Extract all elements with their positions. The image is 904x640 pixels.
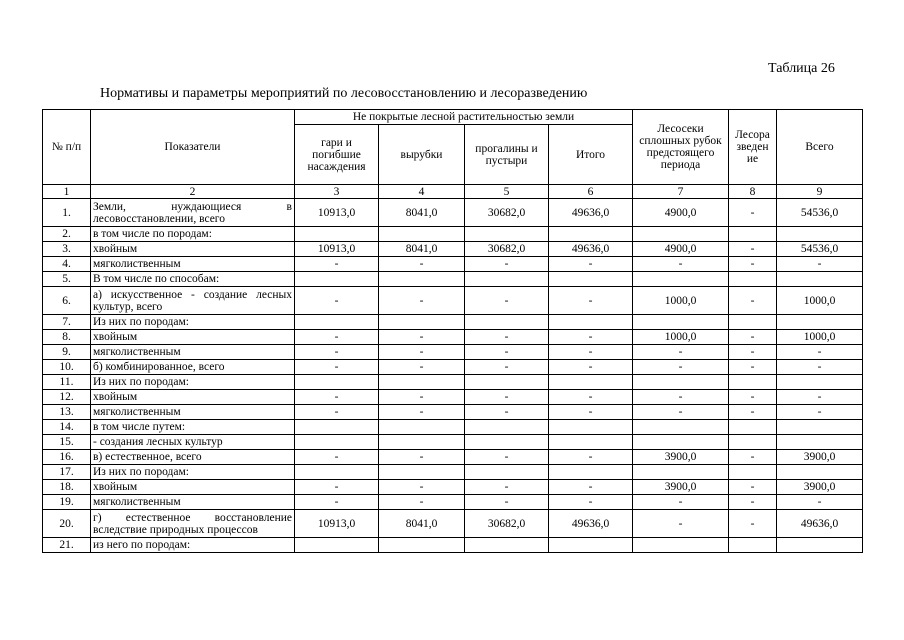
value-cell: [295, 538, 379, 553]
table-row: [43, 390, 863, 405]
value-cell: -: [777, 257, 863, 272]
value-cell: 1000,0: [777, 330, 863, 345]
value-cell: -: [549, 405, 633, 420]
value-cell: 49636,0: [549, 199, 633, 227]
indicator-cell: в том числе путем:: [91, 420, 295, 435]
indicator-cell: б) комбинированное, всего: [91, 360, 295, 375]
value-cell: 8041,0: [379, 199, 465, 227]
value-cell: [777, 227, 863, 242]
value-cell: [379, 272, 465, 287]
value-cell: 49636,0: [777, 510, 863, 538]
value-cell: -: [549, 450, 633, 465]
table-row: [43, 375, 863, 390]
row-number-cell: 8.: [43, 330, 91, 345]
value-cell: 10913,0: [295, 242, 379, 257]
row-number-cell: 21.: [43, 538, 91, 553]
column-number: 9: [777, 185, 863, 199]
value-cell: -: [777, 495, 863, 510]
indicator-cell: Из них по породам:: [91, 465, 295, 480]
value-cell: [549, 538, 633, 553]
value-cell: [465, 227, 549, 242]
value-cell: -: [379, 495, 465, 510]
table-row: [43, 242, 863, 257]
indicator-cell: мягколиственным: [91, 345, 295, 360]
table-row: [43, 345, 863, 360]
value-cell: -: [549, 480, 633, 495]
value-cell: [777, 315, 863, 330]
value-cell: [295, 420, 379, 435]
value-cell: [633, 375, 729, 390]
value-cell: -: [549, 360, 633, 375]
row-number-cell: 19.: [43, 495, 91, 510]
indicator-cell: - создания лесных культур: [91, 435, 295, 450]
value-cell: 3900,0: [777, 480, 863, 495]
value-cell: -: [379, 345, 465, 360]
value-cell: -: [379, 450, 465, 465]
value-cell: 30682,0: [465, 242, 549, 257]
value-cell: -: [777, 360, 863, 375]
value-cell: [729, 538, 777, 553]
table-row: [43, 435, 863, 450]
value-cell: -: [295, 257, 379, 272]
header-clearcut: Лесосеки сплошных рубок предстоящего периода: [633, 110, 729, 185]
value-cell: [465, 435, 549, 450]
row-number-cell: 7.: [43, 315, 91, 330]
header-glades: прогалины и пустыри: [465, 125, 549, 185]
value-cell: [379, 227, 465, 242]
value-cell: -: [465, 287, 549, 315]
value-cell: [295, 435, 379, 450]
value-cell: -: [729, 390, 777, 405]
indicator-cell: Из них по породам:: [91, 375, 295, 390]
column-number: 7: [633, 185, 729, 199]
value-cell: -: [633, 360, 729, 375]
reforestation-table: [42, 109, 863, 553]
value-cell: [549, 227, 633, 242]
value-cell: [379, 420, 465, 435]
row-number-cell: 5.: [43, 272, 91, 287]
row-number-cell: 15.: [43, 435, 91, 450]
value-cell: 1000,0: [777, 287, 863, 315]
value-cell: -: [729, 257, 777, 272]
value-cell: [729, 465, 777, 480]
value-cell: -: [777, 390, 863, 405]
value-cell: [777, 375, 863, 390]
value-cell: [777, 420, 863, 435]
value-cell: [379, 538, 465, 553]
indicator-cell: г) естественное восстановление вследствие природных процессов: [91, 510, 295, 538]
value-cell: [633, 435, 729, 450]
header-subtotal: Итого: [549, 125, 633, 185]
value-cell: [777, 272, 863, 287]
indicator-cell: из него по породам:: [91, 538, 295, 553]
value-cell: [379, 465, 465, 480]
row-number-cell: 10.: [43, 360, 91, 375]
table-row: [43, 465, 863, 480]
row-number-cell: 16.: [43, 450, 91, 465]
value-cell: [633, 227, 729, 242]
value-cell: -: [777, 345, 863, 360]
value-cell: 10913,0: [295, 199, 379, 227]
row-number-cell: 4.: [43, 257, 91, 272]
value-cell: -: [379, 257, 465, 272]
value-cell: -: [729, 199, 777, 227]
value-cell: [729, 227, 777, 242]
value-cell: 4900,0: [633, 199, 729, 227]
value-cell: 4900,0: [633, 242, 729, 257]
column-number: 8: [729, 185, 777, 199]
table-row: [43, 450, 863, 465]
table-row: [43, 257, 863, 272]
value-cell: 10913,0: [295, 510, 379, 538]
row-number-cell: 1.: [43, 199, 91, 227]
indicator-cell: хвойным: [91, 330, 295, 345]
value-cell: [465, 315, 549, 330]
column-number: 6: [549, 185, 633, 199]
value-cell: [295, 227, 379, 242]
table-row: [43, 480, 863, 495]
value-cell: [549, 315, 633, 330]
value-cell: [549, 465, 633, 480]
value-cell: -: [379, 360, 465, 375]
value-cell: [729, 420, 777, 435]
value-cell: [465, 465, 549, 480]
row-number-cell: 11.: [43, 375, 91, 390]
value-cell: [729, 272, 777, 287]
value-cell: -: [295, 287, 379, 315]
value-cell: [777, 435, 863, 450]
table-row: [43, 227, 863, 242]
value-cell: -: [633, 405, 729, 420]
header-afforestation: Лесора зведен ие: [729, 110, 777, 185]
value-cell: [465, 420, 549, 435]
value-cell: -: [633, 495, 729, 510]
value-cell: -: [295, 450, 379, 465]
value-cell: -: [549, 345, 633, 360]
row-number-cell: 17.: [43, 465, 91, 480]
table-body: [43, 199, 863, 553]
value-cell: [777, 538, 863, 553]
value-cell: 8041,0: [379, 510, 465, 538]
value-cell: [379, 435, 465, 450]
value-cell: -: [729, 360, 777, 375]
value-cell: 30682,0: [465, 510, 549, 538]
table-row: [43, 360, 863, 375]
value-cell: -: [549, 257, 633, 272]
value-cell: [633, 538, 729, 553]
value-cell: -: [379, 480, 465, 495]
header-uncovered-lands: Не покрытые лесной растительностью земли: [295, 110, 633, 125]
value-cell: -: [777, 405, 863, 420]
value-cell: [729, 375, 777, 390]
value-cell: -: [633, 257, 729, 272]
value-cell: [633, 272, 729, 287]
value-cell: -: [379, 330, 465, 345]
value-cell: -: [465, 390, 549, 405]
value-cell: 3900,0: [633, 480, 729, 495]
value-cell: -: [295, 405, 379, 420]
value-cell: -: [465, 405, 549, 420]
value-cell: -: [465, 257, 549, 272]
row-number-cell: 6.: [43, 287, 91, 315]
value-cell: -: [549, 287, 633, 315]
indicator-cell: Земли, нуждающиеся в лесовосстановлении, всего: [91, 199, 295, 227]
header-indicator: Показатели: [91, 110, 295, 185]
column-number: 2: [91, 185, 295, 199]
header-cutting: вырубки: [379, 125, 465, 185]
table-row: [43, 495, 863, 510]
value-cell: -: [465, 450, 549, 465]
column-number: 1: [43, 185, 91, 199]
indicator-cell: в) естественное, всего: [91, 450, 295, 465]
value-cell: [465, 538, 549, 553]
value-cell: [549, 435, 633, 450]
table-header: [43, 110, 863, 199]
value-cell: -: [465, 330, 549, 345]
value-cell: [295, 315, 379, 330]
value-cell: [633, 420, 729, 435]
value-cell: 30682,0: [465, 199, 549, 227]
row-number-cell: 13.: [43, 405, 91, 420]
value-cell: -: [295, 480, 379, 495]
indicator-cell: Из них по породам:: [91, 315, 295, 330]
value-cell: [633, 465, 729, 480]
value-cell: -: [633, 510, 729, 538]
value-cell: 3900,0: [633, 450, 729, 465]
value-cell: 49636,0: [549, 510, 633, 538]
value-cell: -: [549, 390, 633, 405]
value-cell: 49636,0: [549, 242, 633, 257]
value-cell: -: [295, 495, 379, 510]
value-cell: -: [729, 450, 777, 465]
document-title: Нормативы и параметры мероприятий по лесовосстановлению и лесоразведению: [100, 86, 588, 101]
value-cell: [549, 420, 633, 435]
value-cell: -: [295, 345, 379, 360]
value-cell: [379, 375, 465, 390]
indicator-cell: мягколиственным: [91, 495, 295, 510]
indicator-cell: а) искусственное - создание лесных культур, всего: [91, 287, 295, 315]
table-row: [43, 330, 863, 345]
indicator-cell: хвойным: [91, 390, 295, 405]
value-cell: -: [729, 405, 777, 420]
column-number-row: [43, 185, 863, 199]
header-no: № п/п: [43, 110, 91, 185]
row-number-cell: 3.: [43, 242, 91, 257]
table-row: [43, 199, 863, 227]
value-cell: -: [465, 345, 549, 360]
table-row: [43, 510, 863, 538]
indicator-cell: В том числе по способам:: [91, 272, 295, 287]
table-row: [43, 272, 863, 287]
value-cell: [633, 315, 729, 330]
column-number: 4: [379, 185, 465, 199]
value-cell: 54536,0: [777, 242, 863, 257]
value-cell: -: [295, 330, 379, 345]
row-number-cell: 2.: [43, 227, 91, 242]
row-number-cell: 12.: [43, 390, 91, 405]
value-cell: -: [729, 330, 777, 345]
column-number: 5: [465, 185, 549, 199]
row-number-cell: 18.: [43, 480, 91, 495]
value-cell: -: [379, 390, 465, 405]
value-cell: -: [465, 480, 549, 495]
indicator-cell: в том числе по породам:: [91, 227, 295, 242]
value-cell: -: [465, 360, 549, 375]
value-cell: -: [633, 390, 729, 405]
value-cell: 54536,0: [777, 199, 863, 227]
value-cell: -: [729, 510, 777, 538]
value-cell: [729, 435, 777, 450]
value-cell: -: [729, 242, 777, 257]
value-cell: -: [549, 495, 633, 510]
value-cell: -: [295, 360, 379, 375]
table-row: [43, 405, 863, 420]
value-cell: [729, 315, 777, 330]
value-cell: 1000,0: [633, 287, 729, 315]
value-cell: -: [729, 495, 777, 510]
value-cell: [465, 272, 549, 287]
indicator-cell: мягколиственным: [91, 257, 295, 272]
value-cell: 1000,0: [633, 330, 729, 345]
value-cell: [549, 272, 633, 287]
value-cell: [295, 272, 379, 287]
table-number-label: Таблица 26: [768, 61, 835, 76]
table-row: [43, 287, 863, 315]
column-number: 3: [295, 185, 379, 199]
value-cell: 8041,0: [379, 242, 465, 257]
value-cell: [777, 465, 863, 480]
value-cell: -: [549, 330, 633, 345]
indicator-cell: хвойным: [91, 480, 295, 495]
value-cell: [465, 375, 549, 390]
value-cell: 3900,0: [777, 450, 863, 465]
value-cell: [295, 375, 379, 390]
table-row: [43, 538, 863, 553]
row-number-cell: 14.: [43, 420, 91, 435]
value-cell: -: [379, 405, 465, 420]
value-cell: -: [633, 345, 729, 360]
indicator-cell: хвойным: [91, 242, 295, 257]
header-total: Всего: [777, 110, 863, 185]
header-burned: гари и погибшие насаждения: [295, 125, 379, 185]
value-cell: [295, 465, 379, 480]
table-row: [43, 420, 863, 435]
row-number-cell: 20.: [43, 510, 91, 538]
value-cell: -: [379, 287, 465, 315]
table-row: [43, 315, 863, 330]
value-cell: -: [295, 390, 379, 405]
value-cell: -: [729, 287, 777, 315]
value-cell: [379, 315, 465, 330]
value-cell: [549, 375, 633, 390]
value-cell: -: [729, 480, 777, 495]
value-cell: -: [729, 345, 777, 360]
indicator-cell: мягколиственным: [91, 405, 295, 420]
value-cell: -: [465, 495, 549, 510]
row-number-cell: 9.: [43, 345, 91, 360]
